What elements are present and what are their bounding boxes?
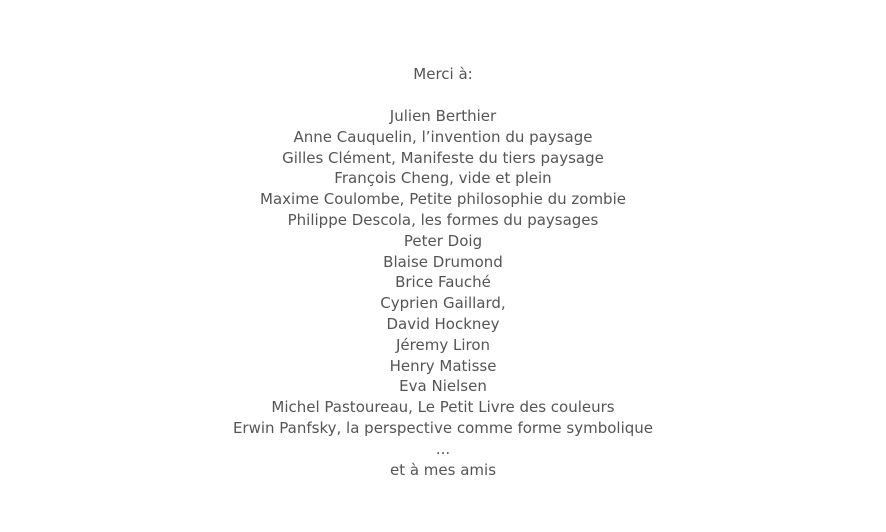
credit-line: Philippe Descola, les formes du paysages [287, 210, 599, 229]
credit-line: Julien Berthier [389, 107, 497, 125]
acknowledgements-heading: Merci à: [413, 65, 473, 83]
credit-line: Jéremy Liron [395, 335, 491, 354]
credit-line: François Cheng, vide et plein [334, 169, 552, 188]
credit-line: Gilles Clément, Manifeste du tiers paysage [282, 148, 604, 167]
credit-line: Henry Matisse [389, 356, 497, 375]
credit-line: Erwin Panfsky, la perspective comme forme symbolique [232, 418, 654, 437]
credit-line: Cyprien Gaillard, [380, 294, 506, 313]
credit-line: Eva Nielsen [399, 377, 487, 396]
ellipsis-line: ... [435, 439, 451, 458]
credit-line: Anne Cauquelin, l’invention du paysage [293, 127, 593, 146]
credit-line: Michel Pastoureau, Le Petit Livre des couleurs [271, 398, 615, 417]
credit-line: David Hockney [386, 314, 500, 333]
credit-line: Maxime Coulombe, Petite philosophie du zombie [260, 190, 626, 209]
credit-line: Blaise Drumond [383, 252, 503, 271]
credit-line: Peter Doig [403, 231, 483, 250]
credits-list [0, 106, 886, 480]
closing-line: et à mes amis [389, 460, 497, 479]
credit-line: Brice Fauché [395, 273, 491, 292]
